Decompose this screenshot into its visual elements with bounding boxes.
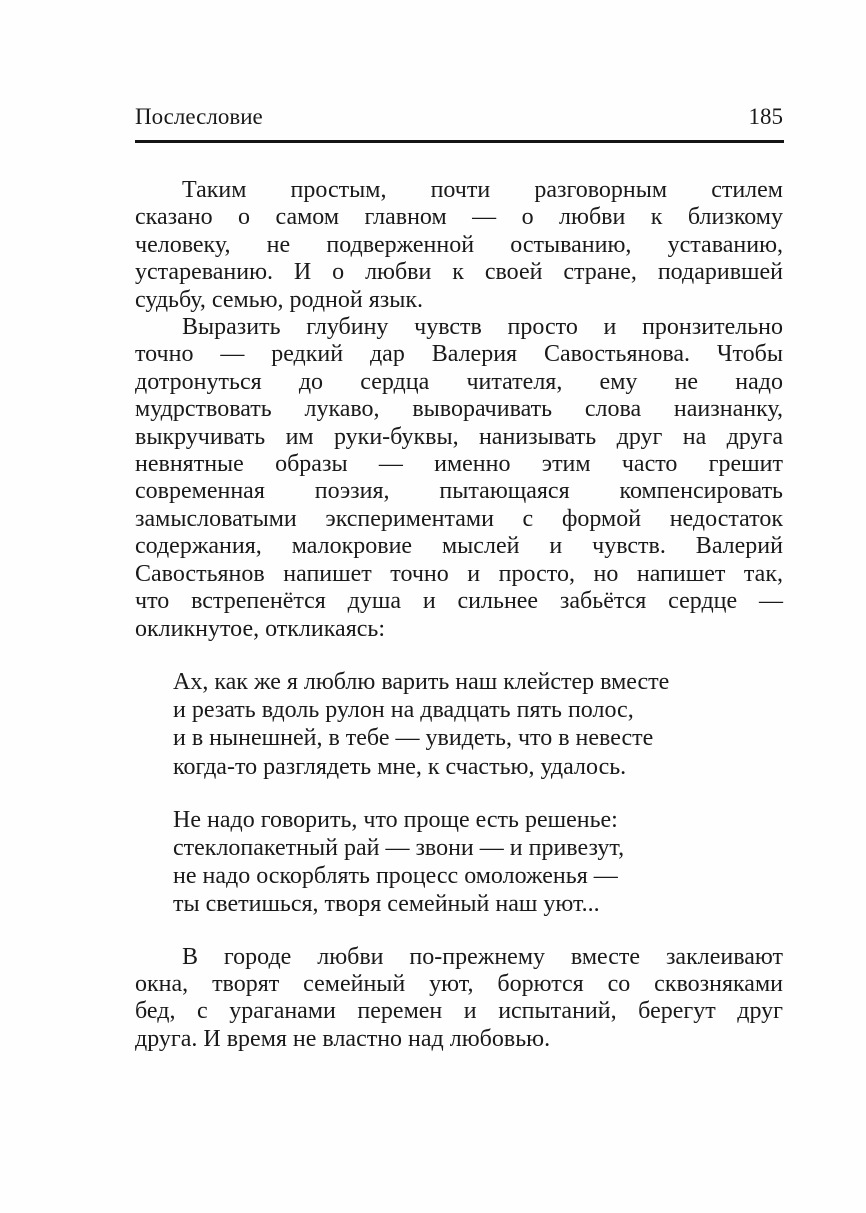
text-line: Савостьянов напишет точно и просто, но напишет так, <box>135 560 783 587</box>
text-line: дотронуться до сердца читателя, ему не надо <box>135 368 783 395</box>
text-line: друга. И время не властно над любовью. <box>135 1025 551 1052</box>
text-line: ты светишься, творя семейный наш уют... <box>173 891 600 918</box>
verse-block <box>173 668 783 781</box>
text-line: и в нынешней, в тебе — увидеть, что в невесте <box>173 725 654 752</box>
text-line: и резать вдоль рулон на двадцать пять полос, <box>173 697 634 724</box>
text-line: Ах, как же я люблю варить наш клейстер вместе <box>173 668 670 695</box>
running-header <box>135 104 783 130</box>
text-line: точно — редкий дар Валерия Савостьянова. Чтобы <box>135 341 783 368</box>
text-line: выкручивать им руки-буквы, нанизывать друг на друга <box>135 423 783 450</box>
paragraph-block <box>135 314 783 643</box>
text-line: судьбу, семью, родной язык. <box>135 286 424 313</box>
text-line: устареванию. И о любви к своей стране, подарившей <box>135 259 783 286</box>
text-line: Выразить глубину чувств просто и пронзительно <box>182 314 783 341</box>
paragraph-block <box>135 177 783 314</box>
text-line: окликнутое, откликаясь: <box>135 615 386 642</box>
header-rule-divider <box>135 140 784 143</box>
page-body <box>135 177 783 1053</box>
text-line: не надо оскорблять процесс омоложенья — <box>173 863 618 890</box>
text-line: мудрствовать лукаво, выворачивать слова наизнанку, <box>135 396 783 423</box>
text-line: Таким простым, почти разговорным стилем <box>182 177 783 203</box>
text-line: сказано о самом главном — о любви к близкому <box>135 204 783 231</box>
page-number: 185 <box>748 104 783 129</box>
text-line: стеклопакетный рай — звони — и привезут, <box>173 834 625 861</box>
verse-block <box>173 806 783 919</box>
text-line: замысловатыми экспериментами с формой недостаток <box>135 505 783 532</box>
text-line: бед, с ураганами перемен и испытаний, берегут друг <box>135 998 783 1025</box>
text-line: Не надо говорить, что проще есть решенье: <box>173 806 618 833</box>
text-line: человеку, не подверженной остыванию, уставанию, <box>135 231 783 258</box>
text-line: современная поэзия, пытающаяся компенсировать <box>135 478 783 505</box>
section-title: Послесловие <box>135 104 263 129</box>
text-line: когда-то разглядеть мне, к счастью, удалось. <box>173 753 627 780</box>
text-line: содержания, малокровие мыслей и чувств. Валерий <box>135 533 783 560</box>
text-line: В городе любви по-прежнему вместе заклеивают <box>182 943 783 970</box>
text-line: окна, творят семейный уют, борются со сквозняками <box>135 970 783 997</box>
paragraph-block <box>135 944 783 1054</box>
text-line: невнятные образы — именно этим часто грешит <box>135 451 783 478</box>
text-line: что встрепенётся душа и сильнее забьётся сердце — <box>135 588 783 615</box>
